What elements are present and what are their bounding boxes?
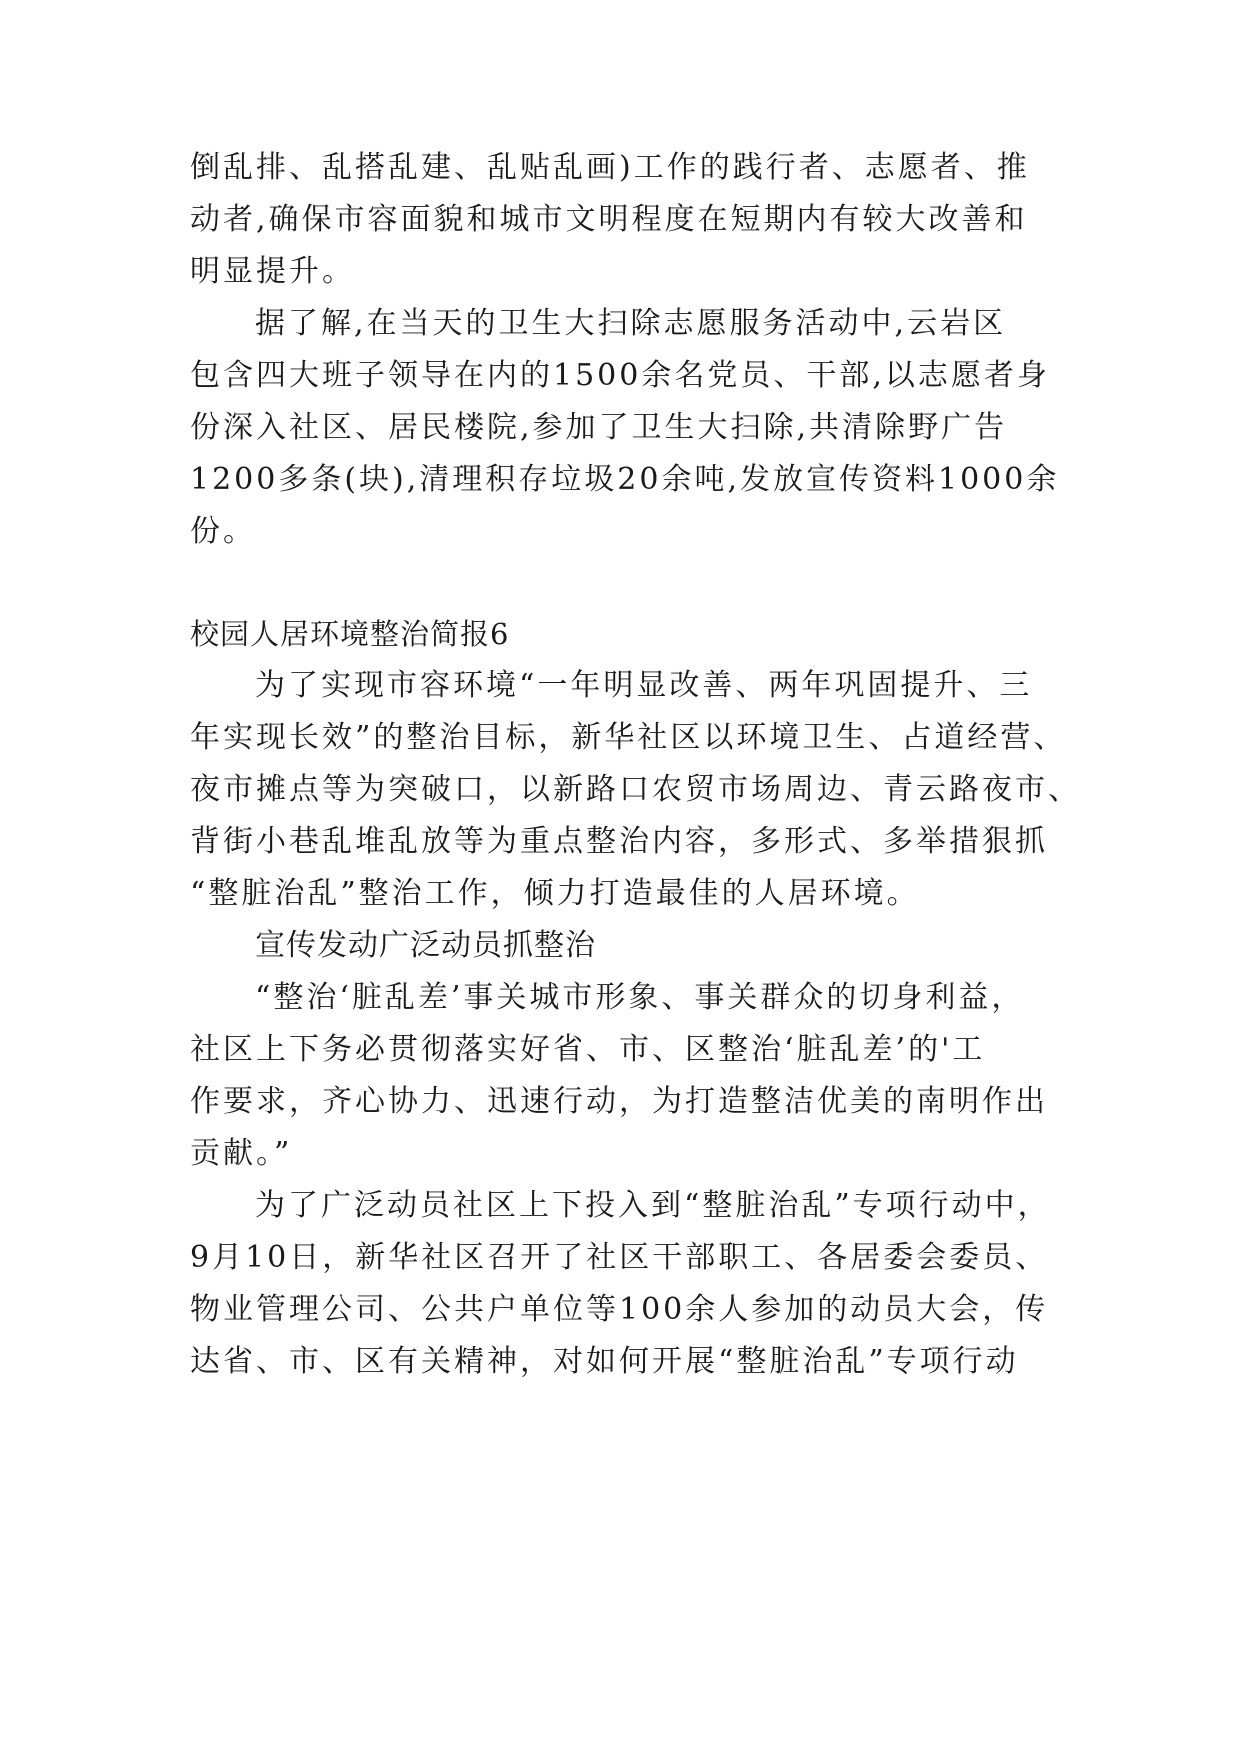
paragraph-2-line-2: 包含四大班子领导在内的1500余名党员、干部,以志愿者身 <box>190 358 1050 393</box>
paragraph-5-line-4: 贡献。” <box>190 1136 293 1171</box>
paragraph-2-line-4: 1200多条(块),清理积存垃圾20余吨,发放宣传资料1000余 <box>190 462 1060 497</box>
paragraph-5-line-3: 作要求，齐心协力、迅速行动，为打造整洁优美的南明作出 <box>190 1084 1048 1119</box>
paragraph-1-line-2: 动者,确保市容面貌和城市文明程度在短期内有较大改善和 <box>190 202 1028 237</box>
paragraph-6-line-3: 物业管理公司、公共户单位等100余人参加的动员大会，传 <box>190 1292 1049 1327</box>
paragraph-5-line-1: “整治‘脏乱差’事关城市形象、事关群众的切身利益， <box>255 980 1025 1015</box>
paragraph-6-line-2: 9月10日，新华社区召开了社区干部职工、各居委会委员、 <box>190 1240 1049 1275</box>
paragraph-6-line-1: 为了广泛动员社区上下投入到“整脏治乱”专项行动中， <box>255 1188 1051 1223</box>
subheading-line: 宣传发动广泛动员抓整治 <box>255 928 596 963</box>
paragraph-3-line-4: 背街小巷乱堆乱放等为重点整治内容，多形式、多举措狠抓 <box>190 824 1048 859</box>
paragraph-2-line-3: 份深入社区、居民楼院,参加了卫生大扫除,共清除野广告 <box>190 410 1008 445</box>
paragraph-6-line-4: 达省、市、区有关精神，对如何开展“整脏治乱”专项行动 <box>190 1344 1019 1379</box>
paragraph-3-line-1: 为了实现市容环境“一年明显改善、两年巩固提升、三 <box>255 668 1033 703</box>
paragraph-3-line-5: “整脏治乱”整治工作，倾力打造最佳的人居环境。 <box>190 876 920 911</box>
paragraph-3-line-2: 年实现长效”的整治目标，新华社区以环境卫生、占道经营、 <box>190 720 1067 755</box>
paragraph-2-line-5: 份。 <box>190 514 256 549</box>
paragraph-1-line-1: 倒乱排、乱搭乱建、乱贴乱画)工作的践行者、志愿者、推 <box>190 150 1030 185</box>
paragraph-5-line-2: 社区上下务必贯彻落实好省、市、区整治‘脏乱差’的'工 <box>190 1032 986 1067</box>
paragraph-2-line-1: 据了解,在当天的卫生大扫除志愿服务活动中,云岩区 <box>255 306 1007 341</box>
section-heading: 校园人居环境整治简报6 <box>190 617 510 651</box>
paragraph-3-line-3: 夜市摊点等为突破口，以新路口农贸市场周边、青云路夜市、 <box>190 772 1081 807</box>
paragraph-1-line-3: 明显提升。 <box>190 254 355 289</box>
